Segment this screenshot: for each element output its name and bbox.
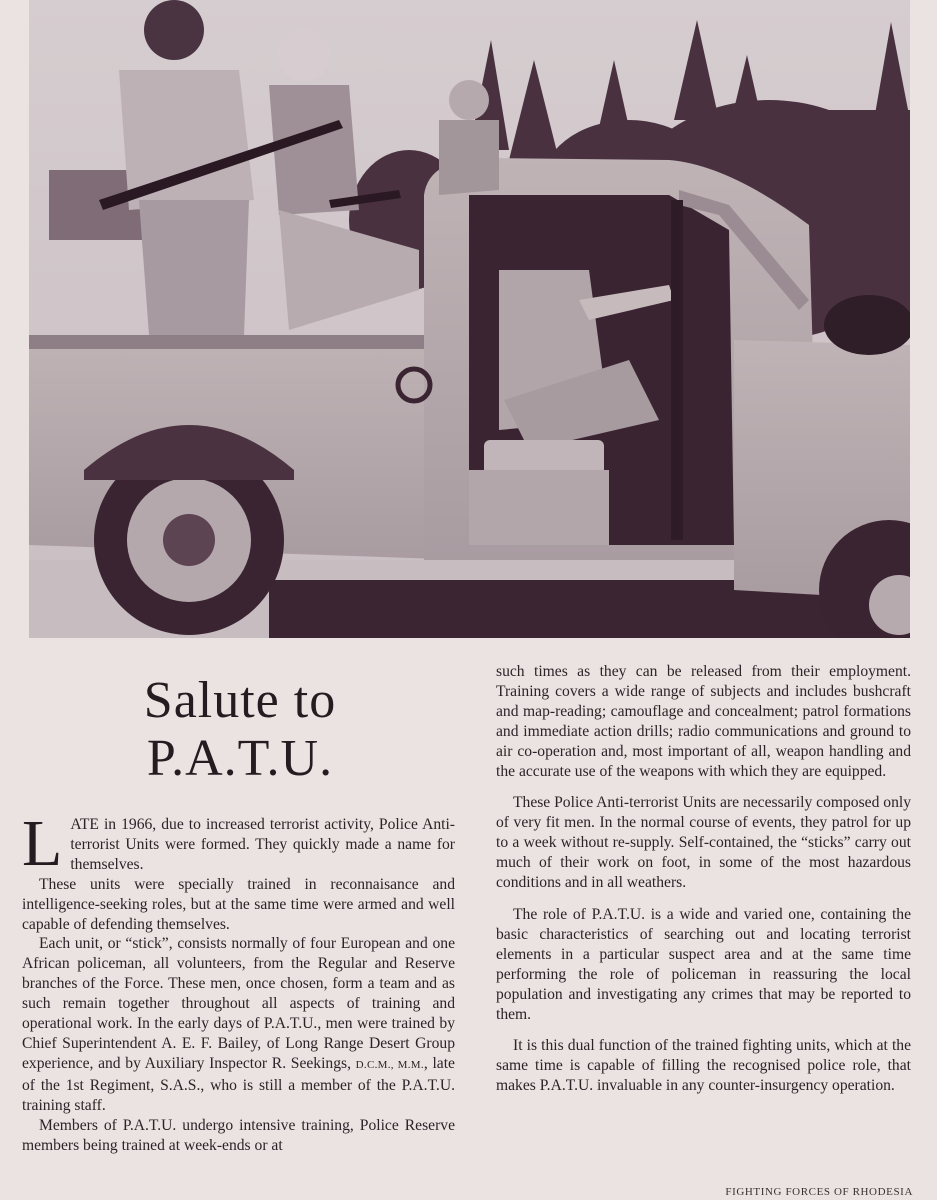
paragraph-stick-text: Each unit, or “stick”, consists normally of four European and one African policeman, all volunteers, from the Regular and Reserve branches of the Force. These men, once chosen, form a team and as such remain together throughout all aspects of training and operational work. In the early days of P.A.T.U., men were trained by Chief Superintendent A. E. F. Bailey, of Long Range Desert Group experience, and by Auxiliary Inspector R. Seekings, [22, 935, 455, 1072]
paragraph-intro [22, 807, 455, 880]
publication-footer: FIGHTING FORCES OF RHODESIA [725, 1186, 913, 1198]
paragraph-members-training: Members of P.A.T.U. undergo intensive training, Police Reserve members being trained at week-ends or at [22, 1116, 455, 1154]
land-rover-patrol-photo [29, 0, 910, 638]
article-column-right [496, 662, 911, 1096]
paragraph-fitness: These Police Anti-terrorist Units are necessarily composed only of very fit men. In the normal course of events, they patrol for up to a week without re-supply. Self-contained, the “sticks” carry out much of their work on foot, in some of the most hazardous conditions and in all weathers. [496, 794, 911, 892]
paragraph-dual-function: It is this dual function of the trained fighting units, which at the same time is capable of filling the recognised police role, that makes P.A.T.U. invaluable in any counter-insurgency operation. [496, 1037, 911, 1095]
article-column-left [22, 807, 455, 1155]
article-title [0, 672, 480, 788]
article-photo [29, 0, 910, 638]
paragraph-training-roles: These units were specially trained in reconnaisance and intelligence-seeking roles, but at the same time were armed and well capable of defending themselves. [22, 875, 455, 933]
title-line-1: Salute to [143, 672, 337, 729]
title-line-2: P.A.T.U. [146, 730, 334, 787]
drop-cap: L [22, 807, 63, 880]
paragraph-role: The role of P.A.T.U. is a wide and varied one, containing the basic characteristics of searching out and locating terrorist elements in a particular suspect area and at the same time performing the role of policeman in reassuring the local population and investigating any crimes that may be reported to them. [496, 905, 911, 1023]
paragraph-training-continued: such times as they can be released from their employment. Training covers a wide range of subjects and includes bushcraft and map-reading; camouflage and concealment; patrol formations and immediate action drills; radio communications and ground to air co-operation and, most important of all, weapon handling and the accurate use of the weapons with which they are equipped. [496, 663, 911, 780]
paragraph-stick-composition [22, 934, 455, 1115]
honours-abbreviation: D.C.M., M.M. [355, 1058, 424, 1071]
paragraph-stick-text-end: , late of the 1st Regiment, S.A.S., who is still a member of the P.A.T.U. training staff. [22, 1054, 455, 1114]
paragraph-intro-text: ATE in 1966, due to increased terrorist activity, Police Anti-terrorist Units were formed. They quickly made a name for themselves. [70, 816, 455, 873]
